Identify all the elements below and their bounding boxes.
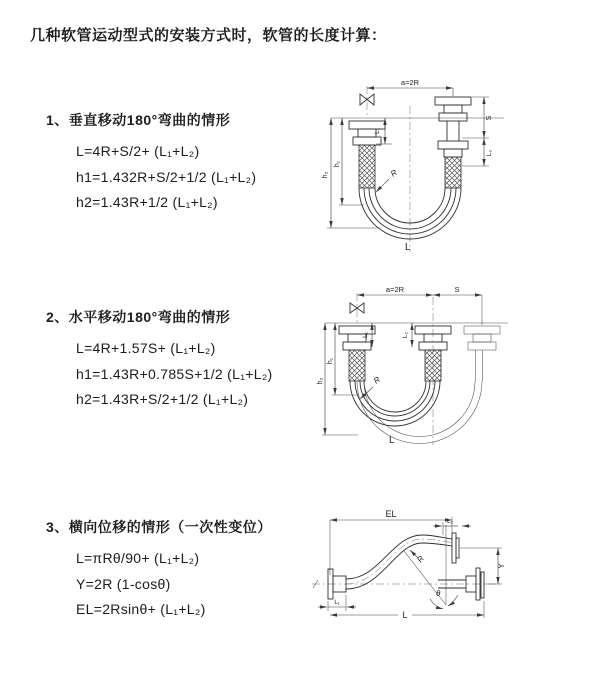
section-1-heading: 1、垂直移动180°弯曲的情形 — [46, 112, 231, 128]
hose-s-curve — [346, 535, 452, 589]
dim-label-h2: h₂ — [317, 377, 324, 385]
dim-label-h2: h₂ — [322, 171, 329, 179]
dim-label-l2: L₂ — [402, 331, 409, 339]
braided-hose-section — [349, 350, 365, 381]
braided-hose-section — [445, 157, 461, 188]
dim-label-a2r: a=2R — [385, 285, 405, 294]
horizontal-180-bend-diagram — [312, 283, 600, 455]
dim-label-l: L — [389, 435, 395, 446]
braided-hose-section — [359, 145, 375, 188]
dim-label-a2r: a=2R — [400, 78, 420, 87]
section-3 — [46, 517, 272, 623]
angle-arc — [448, 595, 458, 606]
radius-leader — [410, 550, 418, 558]
formula-line: h2=1.43R+1/2 (L₁+L₂) — [76, 194, 218, 210]
dim-label-r: R — [415, 554, 426, 565]
dim-label-h1: h₁ — [327, 357, 334, 365]
lateral-displacement-diagram — [300, 505, 600, 640]
dim-label-theta: θ — [436, 589, 441, 598]
dim-label-l1: L₁ — [362, 332, 369, 338]
formula-line: h1=1.43R+0.785S+1/2 (L₁+L₂) — [76, 365, 273, 382]
dim-label-l1: L₁ — [334, 600, 340, 606]
dim-label-r: R — [388, 167, 399, 179]
page-title: 几种软管运动型式的安装方式时，软管的长度计算： — [30, 27, 387, 44]
dim-label-y: Y — [497, 563, 506, 569]
formula-line: L=πRθ/90+ (L₁+L₂) — [76, 550, 200, 566]
dim-label-s: S — [454, 285, 460, 294]
braided-hose-section — [425, 350, 441, 381]
left-flange — [339, 326, 375, 350]
vertical-180-bend-diagram — [312, 78, 600, 260]
formula-line: h1=1.432R+S/2+1/2 (L₁+L₂) — [76, 168, 257, 185]
displaced-flange — [464, 326, 500, 350]
dim-label-el: EL — [385, 509, 397, 519]
formula-line: L=4R+1.57S+ (L₁+L₂) — [76, 340, 216, 356]
dim-label-l: L — [402, 610, 408, 620]
formula-line: h2=1.43R+S/2+1/2 (L₁+L₂) — [76, 391, 249, 407]
section-3-heading: 3、横向位移的情形（一次性变位） — [46, 519, 272, 535]
hose-u-bend — [350, 381, 440, 426]
angle-arc — [430, 599, 443, 609]
dim-label-l2: L₂ — [486, 149, 493, 157]
dim-label-r: R — [371, 374, 382, 386]
dim-label-s: S — [486, 115, 493, 121]
formula-line: EL=2Rsinθ+ (L₁+L₂) — [76, 601, 206, 617]
section-2-heading: 2、水平移动180°弯曲的情形 — [46, 309, 231, 325]
dim-label-h1: h₁ — [334, 160, 341, 168]
radius-leader — [376, 179, 389, 192]
right-flange-lower — [438, 141, 468, 157]
dim-label-l: L — [405, 242, 411, 253]
right-flange-upper — [435, 97, 471, 121]
formula-line: L=4R+S/2+ (L₁+L₂) — [76, 143, 200, 159]
section-2 — [46, 307, 273, 413]
dim-label-l1: L₁ — [374, 128, 381, 134]
upper-flange — [452, 533, 459, 563]
dim-label-l2: L₂ — [447, 519, 453, 525]
section-1 — [46, 110, 256, 216]
formula-line: Y=2R (1-cosθ) — [76, 575, 171, 592]
